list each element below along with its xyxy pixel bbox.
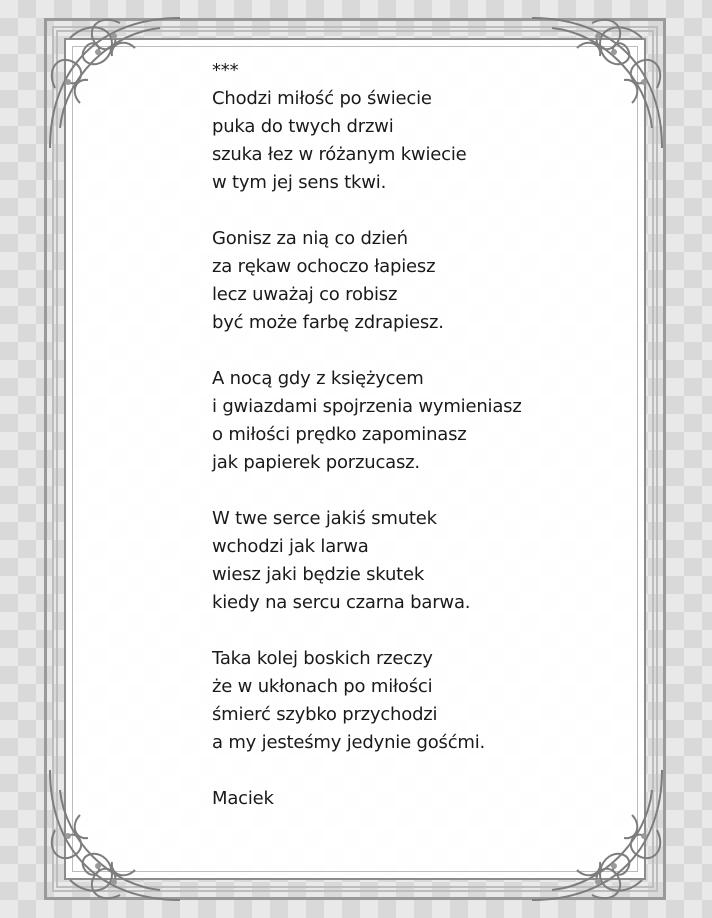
stanza-gap — [212, 477, 632, 505]
poem-line: a my jesteśmy jedynie gośćmi. — [212, 732, 486, 753]
stanza-gap — [212, 617, 632, 645]
poem-line: jak papierek porzucasz. — [212, 452, 420, 473]
poem-line: w tym jej sens tkwi. — [212, 172, 387, 193]
stanza-gap — [212, 337, 632, 365]
poem-line: A nocą gdy z księżycem — [212, 368, 424, 389]
poem-line: że w ukłonach po miłości — [212, 676, 433, 697]
poem-line: o miłości prędko zapominasz — [212, 424, 467, 445]
poem-text — [212, 57, 632, 813]
stanza-gap — [212, 757, 632, 785]
poem-author: Maciek — [212, 788, 274, 809]
poem-line: szuka łez w różanym kwiecie — [212, 144, 467, 165]
poem-line: być może farbę zdrapiesz. — [212, 312, 444, 333]
stanza-gap — [212, 197, 632, 225]
poem-line: lecz uważaj co robisz — [212, 284, 398, 305]
poem-line: Gonisz za nią co dzień — [212, 228, 408, 249]
poem-line: kiedy na sercu czarna barwa. — [212, 592, 471, 613]
poem-line: Taka kolej boskich rzeczy — [212, 648, 433, 669]
poem-line: W twe serce jakiś smutek — [212, 508, 437, 529]
poem-line: za rękaw ochoczo łapiesz — [212, 256, 436, 277]
poem-line: i gwiazdami spojrzenia wymieniasz — [212, 396, 522, 417]
poem-header: *** — [212, 60, 239, 81]
flourish-corner-bottom-left — [40, 760, 190, 910]
poem-line: Chodzi miłość po świecie — [212, 88, 432, 109]
poem-line: puka do twych drzwi — [212, 116, 394, 137]
poem-line: wchodzi jak larwa — [212, 536, 369, 557]
flourish-corner-top-left — [40, 8, 190, 158]
poem-line: śmierć szybko przychodzi — [212, 704, 438, 725]
poem-line: wiesz jaki będzie skutek — [212, 564, 425, 585]
